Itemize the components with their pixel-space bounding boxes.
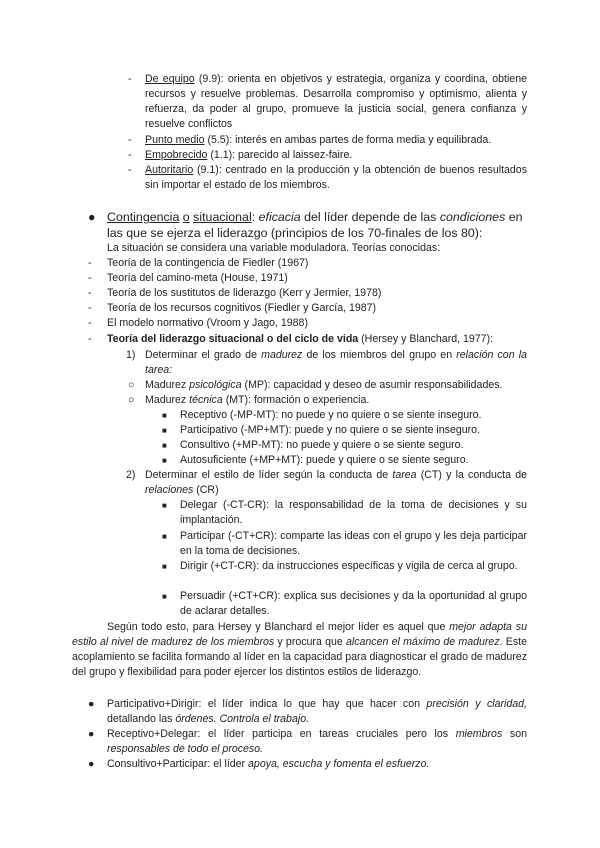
text-fragment: Determinar el estilo de líder según la conducta de xyxy=(145,469,389,481)
term-madurez: madurez xyxy=(261,349,303,361)
step-number: 1) xyxy=(126,349,136,361)
text-fragment: Consultivo+Participar: el líder xyxy=(107,758,246,770)
step-number: 2) xyxy=(126,469,136,481)
nivel-item: Participativo (-MP+MT): puede y no quiere o se siente inseguro. xyxy=(180,424,481,436)
dash-marker: - xyxy=(128,149,132,161)
text-fragment: precisión y claridad, xyxy=(426,698,527,710)
square-marker: ■ xyxy=(162,441,167,450)
madurez-psicologica xyxy=(145,378,502,393)
step2-text xyxy=(145,468,527,498)
text-fragment: Madurez xyxy=(145,379,187,391)
contingencia-line1: Contingencia o situacional: eficacia del líder depende de las condiciones en xyxy=(107,210,523,224)
text-fragment: y procura que xyxy=(277,636,343,648)
text-fragment: órdenes. Controla el trabajo. xyxy=(175,713,310,725)
dash-marker: - xyxy=(88,302,92,314)
dash-marker: - xyxy=(88,257,92,269)
ciclo-citation: (Hersey y Blanchard, 1977): xyxy=(361,333,494,345)
square-marker: ■ xyxy=(162,532,167,541)
combo-item xyxy=(107,757,429,772)
bullet-marker: ● xyxy=(88,210,96,224)
text-fragment: . Este acoplamiento se facilita formando al líder en la capacidad para diagnosticar el grado de madurez del grupo y flexibilidad para poder ejercer los distintos estilos de liderazgo. xyxy=(72,636,527,678)
combo-item xyxy=(107,727,527,757)
dash-marker: - xyxy=(88,317,92,329)
contingencia-line3: La situación se considera una variable moduladora. Teorías conocidas: xyxy=(107,242,441,254)
dash-marker: - xyxy=(128,134,132,146)
desc-punto-medio: (5.5): interés en ambas partes de forma media y equilibrada. xyxy=(207,134,492,146)
square-marker: ■ xyxy=(162,411,167,420)
circle-marker: ○ xyxy=(128,394,135,406)
style-autoritario xyxy=(145,163,527,193)
text-fragment: Receptivo+Delegar: el líder participa en tareas cruciales pero los xyxy=(107,728,449,740)
nivel-item: Autosuficiente (+MP+MT): puede y quiere o se siente seguro. xyxy=(180,454,469,466)
term-psicologica: psicológica xyxy=(189,379,242,391)
square-marker: ■ xyxy=(162,426,167,435)
term-o: o xyxy=(182,210,190,224)
style-empobrecido xyxy=(145,148,352,163)
term-relaciones: relaciones xyxy=(145,484,194,496)
theory-item: Teoría del camino-meta (House, 1971) xyxy=(107,272,288,284)
desc-autoritario: (9.1): centrado en la producción y la obtención de buenos resultados sin importar el estado de los miembros. xyxy=(145,164,527,191)
style-punto-medio xyxy=(145,133,491,148)
term-mejor-adapta: mejor adapta su estilo al nivel de madurez de los miembros xyxy=(72,621,527,648)
term-relacion-tarea: relación con la tarea: xyxy=(145,349,527,376)
term-tarea: tarea xyxy=(392,469,417,481)
text-fragment: Madurez xyxy=(145,394,187,406)
square-marker: ■ xyxy=(162,456,167,465)
text-fragment: detallando las xyxy=(107,713,173,725)
term-contingencia: Contingencia xyxy=(107,210,180,224)
theory-item: Teoría de la contingencia de Fiedler (1967) xyxy=(107,257,309,269)
square-marker: ■ xyxy=(162,592,167,601)
ciclo-title: Teoría del liderazgo situacional o del ciclo de vida xyxy=(107,333,359,345)
estilo-item: Participar (-CT+CR): comparte las ideas con el grupo y les deja participar en la toma de decisiones. xyxy=(180,530,527,557)
desc-empobrecido: (1.1): parecido al laissez-faire. xyxy=(210,149,353,161)
theory-item: Teoría de los recursos cognitivos (Fiedler y García, 1987) xyxy=(107,302,377,314)
combo-item xyxy=(107,697,527,727)
text-fragment: Según todo esto, para Hersey y Blanchard el mejor líder es aquel que xyxy=(107,621,446,633)
term-eficacia: eficacia xyxy=(258,210,301,224)
bullet-marker: ● xyxy=(88,698,95,710)
bullet-marker: ● xyxy=(88,758,95,770)
text-fragment: apoya, escucha y fomenta el esfuerzo. xyxy=(248,758,430,770)
term-punto-medio: Punto medio xyxy=(145,134,205,146)
desc-de-equipo: (9.9): orienta en objetivos y estrategia, organiza y coordina, obtiene recursos y resuelve problemas. Desarrolla compromiso y optimismo, alienta y refuerza, da poder al grupo, promueve la justicia social, genera confianza y resuelve conflictos xyxy=(145,73,527,130)
nivel-item: Consultivo (+MP-MT): no puede y quiere o se siente seguro. xyxy=(180,439,464,451)
dash-marker: - xyxy=(88,287,92,299)
dash-marker: - xyxy=(128,73,132,85)
theory-item: Teoría de los sustitutos de liderazgo (Kerr y Jermier, 1978) xyxy=(107,287,382,299)
bullet-marker: ● xyxy=(88,728,95,740)
square-marker: ■ xyxy=(162,562,167,571)
conclusion-paragraph xyxy=(72,620,527,680)
term-tecnica: técnica xyxy=(189,394,223,406)
theory-item: El modelo normativo (Vroom y Jago, 1988) xyxy=(107,317,308,329)
dash-marker: - xyxy=(88,272,92,284)
square-marker: ■ xyxy=(162,501,167,510)
term-condiciones: condiciones xyxy=(439,210,506,224)
text-fragment: miembros xyxy=(455,728,503,740)
text-fragment: responsables de todo el proceso. xyxy=(107,743,264,755)
text-fragment: (CT) y la conducta de xyxy=(420,469,527,481)
dash-marker: - xyxy=(128,164,132,176)
contingencia-line2: las que se ejerza el liderazgo (principios de los 70-finales de los 80): xyxy=(107,226,483,240)
text-fragment: son xyxy=(509,728,527,740)
text-fragment: de los miembros del grupo en xyxy=(306,349,453,361)
text-fragment: (CR) xyxy=(196,484,219,496)
circle-marker: ○ xyxy=(128,379,135,391)
madurez-tecnica xyxy=(145,393,369,408)
estilo-item: Dirigir (+CT-CR): da instrucciones específicas y vigila de cerca al grupo. xyxy=(180,560,518,572)
theory-ciclo-de-vida xyxy=(107,332,493,347)
term-de-equipo: De equipo xyxy=(145,73,195,85)
term-situacional: situacional xyxy=(193,210,252,224)
step1-text xyxy=(145,348,527,378)
text-fragment: del líder depende de las xyxy=(304,210,437,224)
term-empobrecido: Empobrecido xyxy=(145,149,208,161)
text-fragment: (MP): capacidad y deseo de asumir responsabilidades. xyxy=(244,379,503,391)
text-fragment: (MT): formación o experiencia. xyxy=(225,394,370,406)
estilo-item: Persuadir (+CT+CR): explica sus decisiones y da la oportunidad al grupo de aclarar detalles. xyxy=(180,590,527,617)
text-fragment: Participativo+Dirigir: el líder indica lo que hay que hacer con xyxy=(107,698,420,710)
estilo-item: Delegar (-CT-CR): la responsabilidad de la toma de decisiones y su implantación. xyxy=(180,499,527,526)
nivel-item: Receptivo (-MP-MT): no puede y no quiere o se siente inseguro. xyxy=(180,409,482,421)
text-fragment: Determinar el grado de xyxy=(145,349,257,361)
style-de-equipo xyxy=(145,72,527,132)
term-autoritario: Autoritario xyxy=(145,164,194,176)
term-maximo-madurez: alcancen el máximo de madurez xyxy=(345,636,500,648)
dash-marker: - xyxy=(88,333,92,345)
text-fragment: en xyxy=(508,210,523,224)
